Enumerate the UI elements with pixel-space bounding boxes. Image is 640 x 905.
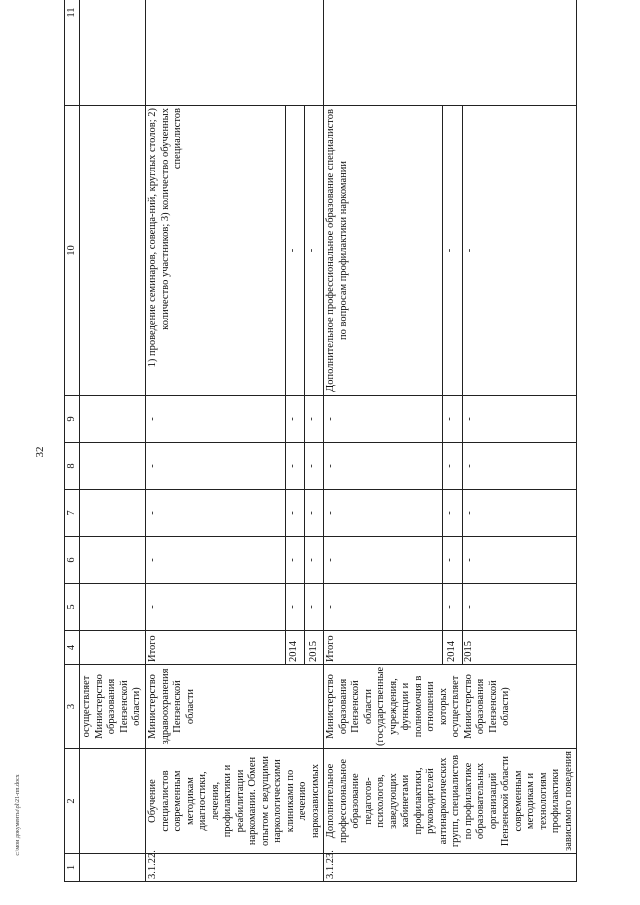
empty-cell [80, 0, 146, 106]
value-cell: - [324, 490, 443, 537]
header-row [65, 0, 80, 882]
year-cell: 2014 [285, 631, 304, 665]
empty-cell [80, 749, 146, 854]
item-number: 3.1.23. [324, 854, 577, 882]
empty-cell [80, 490, 146, 537]
link-cell [146, 0, 324, 106]
header-cell: 1 [65, 854, 80, 882]
value-cell: - [285, 584, 304, 631]
value-cell: - [324, 537, 443, 584]
value-cell: - [462, 396, 576, 443]
value-cell: - [146, 396, 286, 443]
value-cell: - [304, 443, 323, 490]
year-cell: 2015 [304, 631, 323, 665]
executor-cell: Министерство здравоохранения Пензенской области [146, 665, 324, 749]
total-label: Итого [146, 631, 286, 665]
table-rotation-wrapper [64, 7, 584, 882]
empty-cell [80, 584, 146, 631]
header-cell: 9 [65, 396, 80, 443]
indicator-cell: - [462, 106, 576, 396]
item-number: 3.1.22. [146, 854, 324, 882]
value-cell: - [146, 443, 286, 490]
empty-cell [80, 396, 146, 443]
measure-name: Обучение специалистов современным методикам диагностики, лечения, профилактики и реабилитации наркомании. Обмен опытом с ведущими наркологическими клиниками по лечению наркозависимых [146, 749, 324, 854]
empty-cell [80, 106, 146, 396]
header-cell: 8 [65, 443, 80, 490]
header-cell: 2 [65, 749, 80, 854]
value-cell: - [146, 490, 286, 537]
value-cell: - [324, 396, 443, 443]
rotated-table-area [64, 7, 584, 882]
value-cell: - [443, 396, 463, 443]
carry-over-row [80, 0, 146, 882]
year-cell: 2014 [443, 631, 463, 665]
empty-cell [80, 631, 146, 665]
value-cell: - [146, 584, 286, 631]
value-cell: - [285, 490, 304, 537]
executor-cell: осуществляет Министерство образования Пензенской области) [80, 665, 146, 749]
header-cell: 10 [65, 106, 80, 396]
value-cell: - [304, 537, 323, 584]
value-cell: - [462, 490, 576, 537]
value-cell: - [304, 396, 323, 443]
value-cell: - [304, 584, 323, 631]
value-cell: - [462, 443, 576, 490]
year-cell: 2015 [462, 631, 576, 665]
value-cell: - [324, 443, 443, 490]
value-cell: - [462, 537, 576, 584]
footer-file-path: c:\мои документы\pl\21-пп.docx [15, 774, 21, 856]
link-cell [324, 0, 577, 106]
header-cell: 3 [65, 665, 80, 749]
header-cell: 6 [65, 537, 80, 584]
table-row [324, 0, 443, 882]
value-cell: - [324, 584, 443, 631]
indicator-cell: Дополнительное профессиональное образование специалистов по вопросам профилактики наркомании [324, 106, 443, 396]
empty-cell [80, 443, 146, 490]
value-cell: - [462, 584, 576, 631]
header-cell: 5 [65, 584, 80, 631]
header-cell: 4 [65, 631, 80, 665]
value-cell: - [304, 490, 323, 537]
value-cell: - [285, 396, 304, 443]
header-cell: 11 [65, 0, 80, 106]
value-cell: - [285, 537, 304, 584]
value-cell: - [443, 584, 463, 631]
empty-cell [80, 537, 146, 584]
indicator-cell: - [285, 106, 304, 396]
indicator-cell: - [304, 106, 323, 396]
empty-cell [80, 854, 146, 882]
value-cell: - [443, 443, 463, 490]
header-cell: 7 [65, 490, 80, 537]
page-number: 32 [34, 446, 46, 458]
indicator-cell: - [443, 106, 463, 396]
measure-name: Дополнительное профессиональное образование педагогов-психологов, заведующих кабинетами профилактики, руководителей антинаркотических групп, специалистов по профилактике образовательных организаций Пензенской области современным методикам и технологиям профилактики зависимого поведения [324, 749, 577, 854]
program-measures-table [64, 0, 577, 882]
executor-cell: Министерство образования Пензенской области (государственные учреждения, функции и полномочия в отношении которых осуществляет Министерство образования Пензенской области) [324, 665, 577, 749]
indicator-cell: 1) проведение семинаров, совеща-ний, круглых столов; 2) количество участников; 3) количество обученных специалистов [146, 106, 286, 396]
value-cell: - [146, 537, 286, 584]
total-label: Итого [324, 631, 443, 665]
value-cell: - [443, 490, 463, 537]
value-cell: - [285, 443, 304, 490]
value-cell: - [443, 537, 463, 584]
table-row [146, 0, 286, 882]
